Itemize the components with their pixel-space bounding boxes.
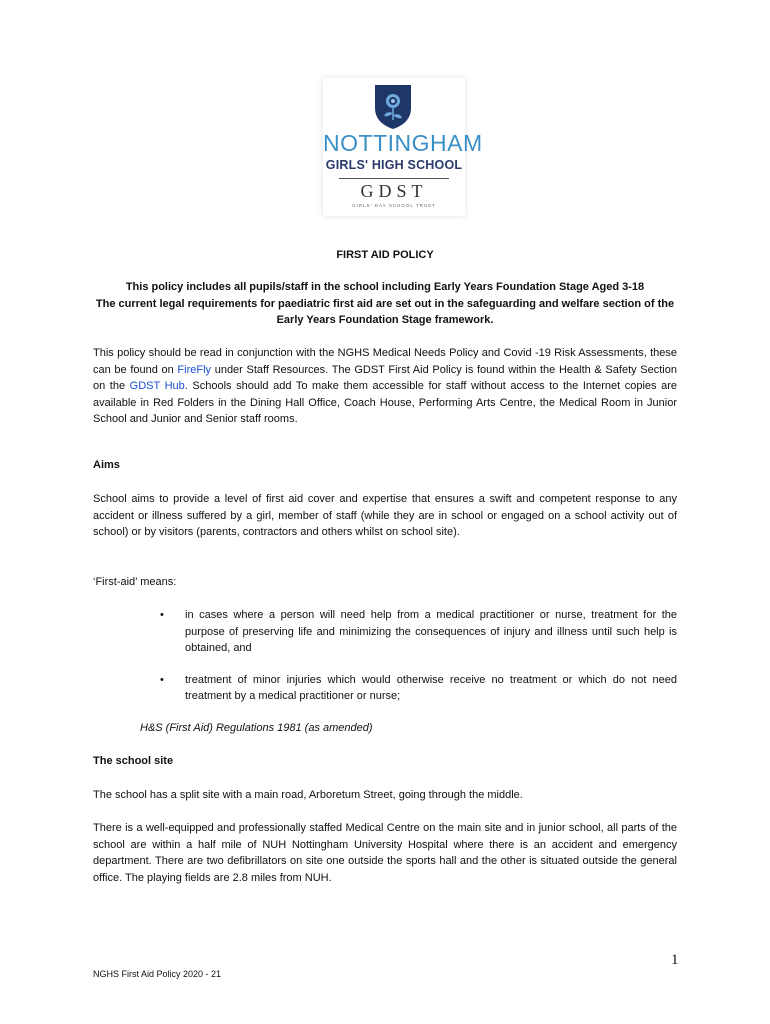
intro-text-1: This policy should be read in conjunction with the NGHS Medical Needs Policy and Covid -19 Risk Assessments, these can be found on — [93, 347, 677, 376]
page-number: 1 — [671, 952, 679, 968]
gdst-hub-link[interactable]: GDST Hub — [129, 380, 185, 392]
school-site-paragraph-1: The school has a split site with a main road, Arboretum Street, going through the middle. — [93, 789, 523, 801]
logo-trust: GDST — [360, 181, 428, 201]
school-site-heading: The school site — [93, 755, 174, 767]
intro-paragraph — [93, 345, 677, 428]
school-logo — [323, 78, 483, 216]
document-title: FIRST AID POLICY — [336, 249, 434, 261]
logo-school-sub: GIRLS' HIGH SCHOOL — [325, 158, 463, 172]
firefly-link[interactable]: FireFly — [177, 363, 212, 376]
list-item: • treatment of minor injuries which would otherwise receive no treatment or which do not need treatment by a medical practitioner or nurse; — [93, 672, 677, 705]
aims-paragraph: School aims to provide a level of first aid cover and expertise that ensures a swift and competent response to any accident or illness suffered by a girl, member of staff (while they are in school or engaged on a school activity out of school) or by visitors (parents, contractors and others whilst on school site). — [93, 493, 677, 538]
intro-text-2: under Staff Resources. The GDST First Aid Policy is found within the Health & Safety Section on the — [93, 363, 677, 392]
subtitle-line-2: The current legal requirements for paediatric first aid are set out in the safeguarding and welfare section of the Early Years Foundation Stage framework. — [95, 297, 675, 326]
regulation-citation: H&S (First Aid) Regulations 1981 (as amended) — [140, 722, 373, 734]
document-subtitle — [93, 279, 677, 329]
intro-text-3: . Schools should add To make them accessible for staff without access to the Internet copies are available in Red Folders in the Dining Hall Office, Coach House, Performing Arts Centre, the Medical Room in Junior School and Junior and Senior staff rooms. — [93, 380, 677, 425]
page-footer: NGHS First Aid Policy 2020 - 21 — [93, 969, 222, 979]
first-aid-means: ‘First-aid’ means: — [93, 576, 177, 588]
logo-school-name: NOTTINGHAM — [323, 130, 483, 156]
list-item: • in cases where a person will need help from a medical practitioner or nurse, treatment for the purpose of preserving life and minimizing the consequences of injury and illness until such help is obtained, and — [93, 607, 677, 657]
subtitle-line-1: This policy includes all pupils/staff in the school including Early Years Foundation Stage Aged 3-18 — [125, 281, 645, 293]
school-site-paragraph-2: There is a well-equipped and professionally staffed Medical Centre on the main site and in junior school, all parts of the school are within a half mile of NUH Nottingham University Hospital where there is an accident and emergency department. There are two defibrillators on site one outside the sports hall and the other is situated outside the general office. The playing fields are 2.8 miles from NUH. — [93, 822, 677, 884]
first-aid-bullet-list — [93, 607, 677, 720]
logo-trust-tagline: GIRLS' DAY SCHOOL TRUST — [352, 203, 436, 208]
rose-crest-icon — [372, 82, 414, 130]
aims-heading: Aims — [93, 459, 120, 471]
logo-divider — [339, 178, 449, 179]
